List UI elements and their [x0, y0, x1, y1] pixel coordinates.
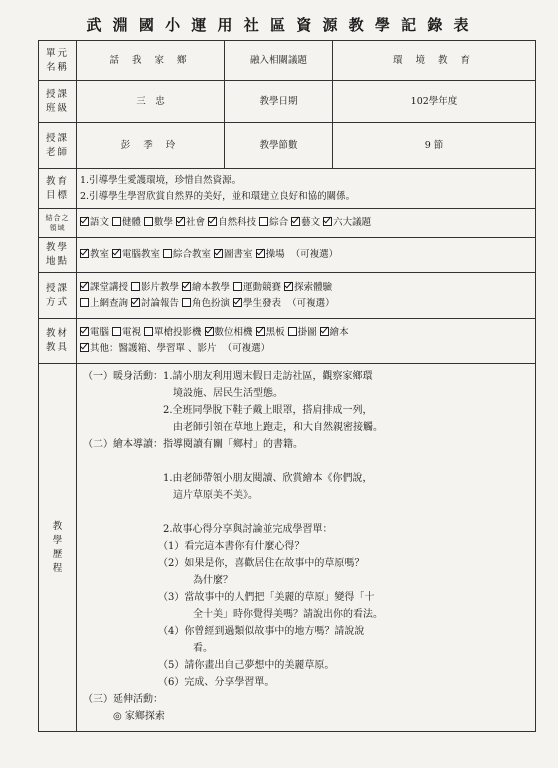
- periods-label: 教學節數: [225, 123, 333, 169]
- history-line: 境設施、居民生活型態。: [83, 388, 283, 399]
- date-label: 教學日期: [225, 81, 333, 123]
- checkbox-checked[interactable]: [80, 217, 89, 226]
- unit-value: 話 我 家 鄉: [77, 41, 225, 81]
- option-item: [80, 325, 109, 341]
- history-line: 看。: [83, 643, 213, 654]
- location-option-list: [80, 249, 288, 260]
- option-label: 自然科技: [218, 217, 257, 228]
- unit-label: 單元名稱: [39, 41, 77, 81]
- checkbox-unchecked[interactable]: [80, 298, 89, 307]
- history-line: 由老師引領在草地上跑走，和大自然親密接觸。: [83, 422, 383, 433]
- checkbox-unchecked[interactable]: [288, 327, 297, 336]
- option-label: 學生發表: [243, 297, 282, 309]
- option-label: 電腦教室: [122, 249, 161, 260]
- class-value: 三 忠: [77, 81, 225, 123]
- goals-label: 教育目標: [39, 169, 77, 209]
- domains-options: [77, 209, 536, 238]
- record-table: [38, 40, 536, 732]
- option-label: 六大議題: [333, 217, 372, 228]
- option-item: [256, 248, 285, 262]
- option-item: [80, 216, 109, 230]
- option-item: [320, 325, 349, 341]
- checkbox-unchecked[interactable]: [144, 327, 153, 336]
- periods-value: 9 節: [333, 123, 536, 169]
- methods-options: [77, 273, 536, 319]
- sheet-title: 武 淵 國 小 運 用 社 區 資 源 教 學 記 錄 表: [86, 16, 472, 34]
- option-item: [182, 296, 230, 312]
- option-item: [131, 296, 179, 312]
- equipment-row-1: [80, 325, 532, 341]
- teacher-value: 彭 季 玲: [77, 123, 225, 169]
- methods-note: （可複選）: [287, 297, 335, 309]
- checkbox-checked[interactable]: [323, 217, 332, 226]
- checkbox-unchecked[interactable]: [131, 282, 140, 291]
- location-label: 教學地點: [39, 238, 77, 273]
- equipment-options: [77, 319, 536, 364]
- history-line: ◎ 家鄉探索: [83, 711, 165, 722]
- checkbox-checked[interactable]: [208, 217, 217, 226]
- option-label: 圖書室: [224, 249, 253, 260]
- option-item: [233, 296, 281, 312]
- option-label: 綜合: [269, 217, 289, 228]
- option-label: 社會: [186, 217, 206, 228]
- history-line: 2.全班同學脫下鞋子戴上眼罩，搭肩排成一列，: [83, 405, 373, 416]
- history-line: （1）看完這本書你有什麼心得？: [83, 541, 305, 552]
- issue-label: 融入相關議題: [225, 41, 333, 81]
- option-item: [291, 216, 320, 230]
- option-item: [163, 248, 211, 262]
- option-label: 黑板: [265, 327, 285, 338]
- option-item: [80, 296, 128, 312]
- checkbox-unchecked[interactable]: [233, 282, 242, 291]
- history-content: [77, 364, 536, 732]
- history-line: [83, 453, 529, 470]
- checkbox-unchecked[interactable]: [144, 217, 153, 226]
- option-item: [205, 325, 253, 341]
- option-label: 數學: [154, 217, 174, 228]
- checkbox-checked[interactable]: [80, 327, 89, 336]
- checkbox-checked[interactable]: [284, 282, 293, 291]
- option-label: 角色扮演: [192, 297, 231, 309]
- option-item: [131, 280, 179, 296]
- option-item: [182, 280, 230, 296]
- checkbox-checked[interactable]: [205, 327, 214, 336]
- checkbox-unchecked[interactable]: [259, 217, 268, 226]
- methods-label: 授課方式: [39, 273, 77, 319]
- history-line: 全十美」時你覺得美嗎？請說出你的看法。: [83, 609, 383, 620]
- goals-content: [77, 169, 536, 209]
- history-line: 1.由老師帶領小朋友閱讀、欣賞繪本《你們說，: [83, 473, 373, 484]
- checkbox-checked[interactable]: [80, 343, 89, 352]
- history-line: 為什麼？: [83, 575, 233, 586]
- history-line: （2）如果是你，喜歡居住在故事中的草原嗎？: [83, 558, 365, 569]
- option-label: 單槍投影機: [154, 327, 202, 338]
- option-label: 討論報告: [141, 297, 180, 309]
- checkbox-checked[interactable]: [112, 249, 121, 258]
- option-label: 運動競賽: [243, 281, 282, 293]
- location-note: （可複選）: [290, 249, 339, 260]
- checkbox-unchecked[interactable]: [182, 298, 191, 307]
- option-item: [176, 216, 205, 230]
- checkbox-checked[interactable]: [131, 298, 140, 307]
- history-label-char: 教: [52, 520, 63, 532]
- date-value: 102學年度: [333, 81, 536, 123]
- checkbox-checked[interactable]: [176, 217, 185, 226]
- option-label: 掛圖: [297, 327, 317, 338]
- option-label: 繪本: [329, 327, 349, 338]
- option-label: 影片教學: [141, 281, 180, 293]
- equipment-row-2: [80, 341, 532, 357]
- option-label: 數位相機: [214, 327, 253, 338]
- methods-row-2-options: [80, 298, 284, 309]
- option-item: [112, 248, 160, 262]
- option-label: 電腦: [90, 327, 110, 338]
- option-item: [208, 216, 256, 230]
- option-label: 語文: [90, 217, 110, 228]
- option-label: 上網查詢: [90, 297, 129, 309]
- history-line: （6）完成、分享學習單。: [83, 677, 275, 688]
- option-item: [112, 325, 141, 341]
- option-item: [259, 216, 288, 230]
- equipment-other: [80, 341, 217, 357]
- option-item: [256, 325, 285, 341]
- goal-line: 2.引導學生學習欣賞自然界的美好，並和環建立良好和協的關係。: [80, 190, 356, 202]
- option-item: [214, 248, 253, 262]
- option-item: [284, 280, 332, 296]
- option-item: [233, 280, 281, 296]
- checkbox-unchecked[interactable]: [112, 217, 121, 226]
- checkbox-checked[interactable]: [256, 249, 265, 258]
- history-label: [39, 364, 77, 732]
- history-label-char: 歷: [52, 548, 63, 560]
- option-item: [323, 216, 371, 230]
- option-label: 藝文: [301, 217, 321, 228]
- checkbox-checked[interactable]: [182, 282, 191, 291]
- checkbox-checked[interactable]: [291, 217, 300, 226]
- checkbox-checked[interactable]: [214, 249, 223, 258]
- option-item: [144, 325, 202, 341]
- goal-line: 1.引導學生愛護環境，珍惜自然資源。: [80, 174, 242, 186]
- methods-row-1: [80, 280, 532, 296]
- equipment-other-text: 其他：醫護箱、學習單 、影片: [90, 343, 217, 354]
- option-item: [288, 325, 317, 341]
- class-label: 授課班級: [39, 81, 77, 123]
- checkbox-checked[interactable]: [320, 327, 329, 336]
- checkbox-checked[interactable]: [80, 249, 89, 258]
- history-label-char: 程: [52, 562, 63, 574]
- option-label: 綜合教室: [173, 249, 212, 260]
- methods-row-2: [80, 296, 532, 312]
- checkbox-unchecked[interactable]: [112, 327, 121, 336]
- option-item: [80, 248, 109, 262]
- history-line: （4）你曾經到過類似故事中的地方嗎？請說說: [83, 626, 365, 637]
- checkbox-checked[interactable]: [233, 298, 242, 307]
- option-label: 探索體驗: [294, 281, 333, 293]
- history-line: 2.故事心得分享與討論並完成學習單：: [83, 524, 333, 535]
- domains-label: 結合之領域: [39, 209, 77, 238]
- history-line: （3）當故事中的人們把「美麗的草原」變得「十: [83, 592, 375, 603]
- option-label: 教室: [90, 249, 110, 260]
- option-item: [80, 280, 128, 296]
- teacher-label: 授課老師: [39, 123, 77, 169]
- history-line: 這片草原美不美》。: [83, 490, 258, 501]
- option-label: 操場: [265, 249, 285, 260]
- equipment-label: 教材教具: [39, 319, 77, 364]
- history-line: （一）暖身活動：1.請小朋友利用週末假日走訪社區，觀察家鄉環: [83, 371, 373, 382]
- history-line: （三）延伸活動：: [83, 694, 163, 705]
- checkbox-checked[interactable]: [256, 327, 265, 336]
- option-item: [144, 216, 173, 230]
- checkbox-unchecked[interactable]: [163, 249, 172, 258]
- option-label: 電視: [122, 327, 142, 338]
- history-line: （二）繪本導讀：指導閱讀有關「鄉村」的書籍。: [83, 439, 303, 450]
- history-line: （5）請你畫出自己夢想中的美麗草原。: [83, 660, 335, 671]
- option-label: 繪本教學: [192, 281, 231, 293]
- history-label-char: 學: [52, 534, 63, 546]
- equipment-note: （可複選）: [222, 343, 271, 354]
- location-options: [77, 238, 536, 273]
- issue-value: 環 境 教 育: [333, 41, 536, 81]
- history-line: [83, 504, 529, 521]
- checkbox-checked[interactable]: [80, 282, 89, 291]
- option-label: 課堂講授: [90, 281, 129, 293]
- option-item: [112, 216, 141, 230]
- option-label: 健體: [122, 217, 142, 228]
